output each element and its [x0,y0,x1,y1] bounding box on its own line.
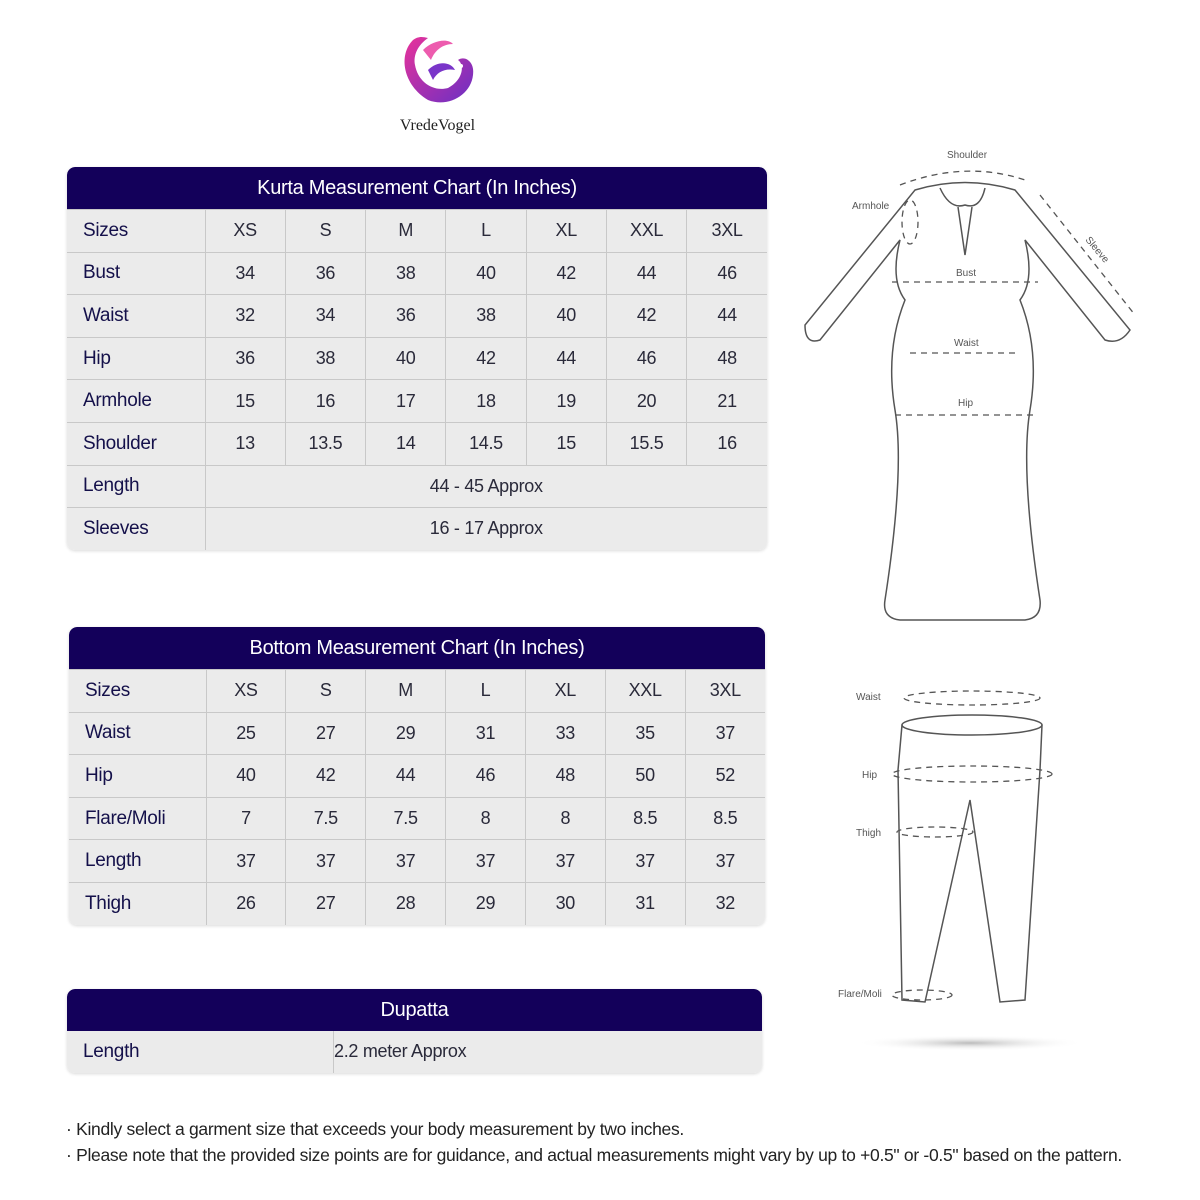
table-cell: 16 [285,380,365,423]
table-cell: 40 [526,295,606,338]
table-cell: 14.5 [446,422,526,465]
note-text: Please note that the provided size points are for guidance, and actual measurements might vary by up to +0.5" or -0.5" based on the pattern. [76,1145,1122,1165]
table-cell: 35 [605,712,685,755]
row-label: Armhole [67,380,205,423]
kurta-measurement-table [67,167,767,550]
table-cell: 17 [366,380,446,423]
row-label: Sleeves [67,508,205,550]
table-cell: 44 [606,252,686,295]
table-cell: 42 [446,337,526,380]
table-cell: 38 [285,337,365,380]
table-cell: 13 [205,422,285,465]
note-text: Kindly select a garment size that exceeds your body measurement by two inches. [76,1119,684,1139]
table-cell: 36 [366,295,446,338]
table-row [69,840,765,883]
row-label: Thigh [69,882,206,924]
table-cell: 32 [205,295,285,338]
table-cell: XS [206,670,286,713]
table-cell: 37 [685,840,765,883]
table-cell: 8.5 [605,797,685,840]
table-cell: 27 [286,882,366,924]
table-cell: 34 [285,295,365,338]
table-row [67,465,767,508]
table-cell: 34 [205,252,285,295]
table-cell: 3XL [685,670,765,713]
table-cell: XL [526,210,606,253]
table-cell: 40 [206,755,286,798]
table-cell: 20 [606,380,686,423]
row-label: Sizes [67,210,205,253]
table-cell: 37 [366,840,446,883]
table-row [67,252,767,295]
table-cell: 15 [526,422,606,465]
table-row [67,1031,762,1073]
shoulder-label: Shoulder [947,150,988,161]
row-label: Hip [67,337,205,380]
dupatta-label: Length [67,1031,334,1073]
table-cell: 37 [605,840,685,883]
table-cell: 15.5 [606,422,686,465]
table-cell: 8.5 [685,797,765,840]
table-cell: XS [205,210,285,253]
table-cell: 32 [685,882,765,924]
table-cell: 7 [206,797,286,840]
row-label: Bust [67,252,205,295]
bottom-hip-label: Hip [862,770,878,781]
table-cell: 48 [687,337,767,380]
table-cell: 46 [687,252,767,295]
table-cell: 46 [606,337,686,380]
row-label: Length [69,840,206,883]
table-cell: 8 [446,797,526,840]
table-cell: 40 [446,252,526,295]
thigh-label: Thigh [856,828,882,839]
table-cell: 27 [286,712,366,755]
table-cell: 8 [525,797,605,840]
table-cell: 37 [525,840,605,883]
table-cell: 29 [366,712,446,755]
table-cell: S [285,210,365,253]
note-item: · Kindly select a garment size that exceeds your body measurement by two inches. [66,1119,684,1139]
table-cell: 33 [525,712,605,755]
table-cell: 36 [205,337,285,380]
table-cell: M [366,670,446,713]
notes [66,1116,1122,1168]
table-cell: 50 [605,755,685,798]
table-cell: 37 [685,712,765,755]
table-cell: 44 [366,755,446,798]
table-cell: XXL [606,210,686,253]
table-cell: 14 [366,422,446,465]
table-cell: 48 [525,755,605,798]
table-cell: XXL [605,670,685,713]
row-label: Shoulder [67,422,205,465]
table-cell: M [366,210,446,253]
table-cell: 28 [366,882,446,924]
table-cell: L [446,670,526,713]
table-cell: 19 [526,380,606,423]
table-row [67,337,767,380]
row-label: Hip [69,755,206,798]
table-cell: 44 [687,295,767,338]
table-cell: L [446,210,526,253]
kurta-diagram [790,140,1150,630]
table-cell: 38 [366,252,446,295]
table-row [67,380,767,423]
table-row [67,422,767,465]
dupatta-title: Dupatta [67,989,762,1031]
table-cell: 7.5 [366,797,446,840]
table-cell: 18 [446,380,526,423]
sleeve-label: Sleeve [1082,234,1111,266]
table-cell: 37 [206,840,286,883]
row-label: Flare/Moli [69,797,206,840]
table-cell: 26 [206,882,286,924]
bird-logo-icon [393,30,483,110]
table-row [67,295,767,338]
table-cell: 16 [687,422,767,465]
table-cell: 46 [446,755,526,798]
table-cell: 30 [525,882,605,924]
header-row [67,210,767,253]
kurta-table-title: Kurta Measurement Chart (In Inches) [67,167,767,209]
table-cell: 15 [205,380,285,423]
table-cell: 13.5 [285,422,365,465]
table-cell: 31 [605,882,685,924]
table-row [69,882,765,924]
flare-label: Flare/Moli [838,989,882,1000]
table-cell: 16 - 17 Approx [205,508,767,550]
hip-label: Hip [958,398,974,409]
table-cell: 37 [446,840,526,883]
header-row [69,670,765,713]
bottom-diagram [830,680,1100,1060]
armhole-label: Armhole [852,201,890,212]
table-cell: 40 [366,337,446,380]
row-label: Waist [69,712,206,755]
table-cell: 25 [206,712,286,755]
waist-label: Waist [954,338,979,349]
table-cell: 7.5 [286,797,366,840]
brand-logo [385,30,490,135]
table-cell: 42 [526,252,606,295]
table-cell: 44 - 45 Approx [205,465,767,508]
row-label: Waist [67,295,205,338]
table-cell: 44 [526,337,606,380]
brand-name: VredeVogel [399,117,476,134]
table-row [69,797,765,840]
table-cell: 38 [446,295,526,338]
table-row [67,508,767,550]
table-row [69,755,765,798]
table-cell: 52 [685,755,765,798]
bust-label: Bust [956,268,977,279]
table-cell: XL [525,670,605,713]
table-cell: 42 [606,295,686,338]
table-cell: 21 [687,380,767,423]
row-label: Sizes [69,670,206,713]
table-cell: 3XL [687,210,767,253]
table-cell: 42 [286,755,366,798]
table-row [69,712,765,755]
table-cell: 31 [446,712,526,755]
table-cell: 37 [286,840,366,883]
row-label: Length [67,465,205,508]
table-cell: 36 [285,252,365,295]
table-cell: S [286,670,366,713]
note-item: · Please note that the provided size points are for guidance, and actual measurements might vary by up to +0.5" or -0.5" based on the pattern. [66,1145,1122,1165]
table-cell: 29 [446,882,526,924]
bottom-table-title: Bottom Measurement Chart (In Inches) [69,627,765,669]
dupatta-table [67,989,762,1073]
dupatta-value: 2.2 meter Approx [334,1031,763,1073]
bottom-waist-label: Waist [856,692,881,703]
bottom-measurement-table [69,627,765,925]
